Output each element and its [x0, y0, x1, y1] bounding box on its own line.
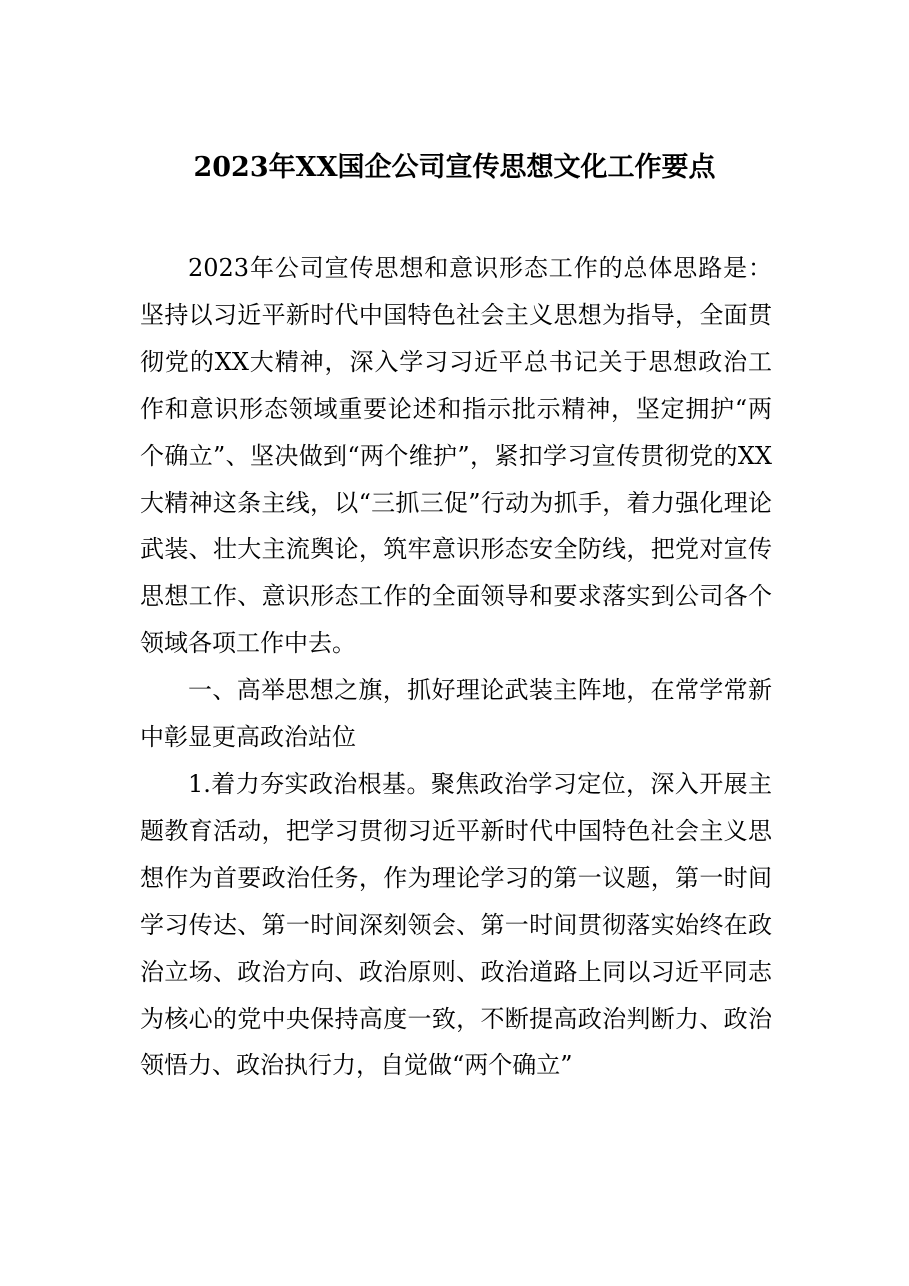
paragraph-item-1: 1.着力夯实政治根基。聚焦政治学习定位，深入开展主题教育活动，把学习贯彻习近平新时代中国特色社会主义思想作为首要政治任务，作为理论学习的第一议题，第一时间学习传达、第一时间深刻领会、第一时间贯彻落实始终在政治立场、政治方向、政治原则、政治道路上同以习近平同志为核心的党中央保持高度一致，不断提高政治判断力、政治领悟力、政治执行力，自觉做“两个确立”: [140, 769, 772, 1080]
document-title: 2023年XX国企公司宣传思想文化工作要点: [193, 152, 716, 183]
section-heading-1: 一、高举思想之旗，抓好理论武装主阵地，在常学常新中彰显更高政治站位: [140, 676, 772, 752]
document-body: [140, 245, 772, 1089]
paragraph-overview: 2023年公司宣传思想和意识形态工作的总体思路是：坚持以习近平新时代中国特色社会主义思想为指导，全面贯彻党的XX大精神，深入学习习近平总书记关于思想政治工作和意识形态领域重要论述和指示批示精神，坚定拥护“两个确立”、坚决做到“两个维护”，紧扣学习宣传贯彻党的XX大精神这条主线，以“三抓三促”行动为抓手，着力强化理论武装、壮大主流舆论，筑牢意识形态安全防线，把党对宣传思想工作、意识形态工作的全面领导和要求落实到公司各个领域各项工作中去。: [140, 254, 772, 658]
